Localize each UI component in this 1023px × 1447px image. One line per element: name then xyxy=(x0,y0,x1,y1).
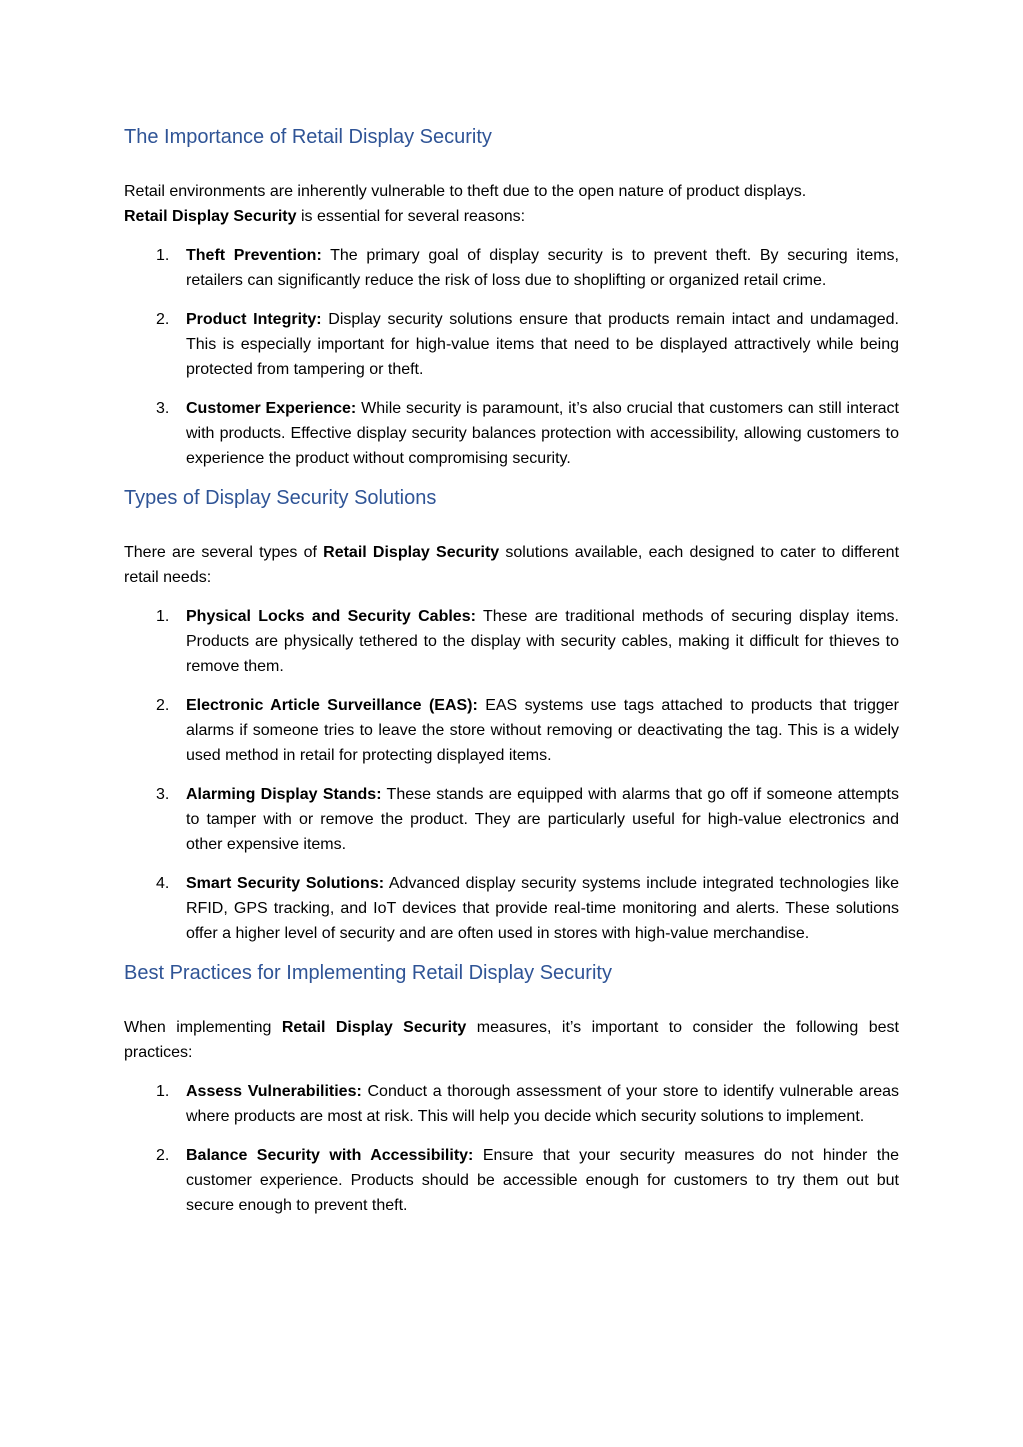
intro-text: solutions available, each designed to cater to different retail needs: xyxy=(124,544,900,586)
intro-bold-term: Retail Display Security xyxy=(124,208,297,225)
list-item-text: Ensure that your security measures do not hinder the customer experience. Products should be accessible enough for customers to try them out but secure enough to prevent theft. xyxy=(186,1147,900,1214)
list-item-text: Conduct a thorough assessment of your store to identify vulnerable areas where products are most at risk. This will help you decide which security solutions to implement. xyxy=(186,1083,900,1125)
numbered-list xyxy=(124,604,899,946)
section-intro xyxy=(124,540,899,590)
list-number: 2. xyxy=(156,697,170,714)
list-item-text: Advanced display security systems include integrated technologies like RFID, GPS tracking, and IoT devices that provide real-time monitoring and alerts. These solutions offer a higher level of security and are often used in stores with high-value merchandise. xyxy=(186,875,900,942)
list-number: 1. xyxy=(156,608,170,625)
list-item xyxy=(124,604,899,679)
list-item-text: The primary goal of display security is to prevent theft. By securing items, retailers can significantly reduce the risk of loss due to shoplifting or organized retail crime. xyxy=(186,247,899,289)
section-types xyxy=(124,485,899,946)
list-item xyxy=(124,307,899,382)
list-item-term: Product Integrity: xyxy=(186,311,322,328)
numbered-list xyxy=(124,243,899,471)
intro-text: When implementing xyxy=(124,1019,272,1036)
list-number: 3. xyxy=(156,400,170,417)
list-item-term: Balance Security with Accessibility: xyxy=(186,1147,474,1164)
intro-text: measures, it’s important to consider the following best practices: xyxy=(124,1019,900,1061)
list-item xyxy=(124,243,899,293)
document-page xyxy=(124,118,899,1232)
list-number: 1. xyxy=(156,247,170,264)
list-number: 1. xyxy=(156,1083,170,1100)
section-heading: Types of Display Security Solutions xyxy=(124,487,437,509)
numbered-list xyxy=(124,1079,899,1218)
list-item xyxy=(124,782,899,857)
list-item xyxy=(124,871,899,946)
section-intro xyxy=(124,1015,899,1065)
list-number: 2. xyxy=(156,1147,170,1164)
list-item-text: These are traditional methods of securing display items. Products are physically tethered to the display with security cables, making it difficult for thieves to remove them. xyxy=(186,608,900,675)
list-item-text: Display security solutions ensure that products remain intact and undamaged. This is especially important for high-value items that need to be displayed attractively while being protected from tampering or theft. xyxy=(186,311,900,378)
list-number: 3. xyxy=(156,786,170,803)
intro-text: Retail environments are inherently vulnerable to theft due to the open nature of product displays. xyxy=(124,183,807,200)
section-heading: Best Practices for Implementing Retail Display Security xyxy=(124,962,612,984)
list-item-term: Electronic Article Surveillance (EAS): xyxy=(186,697,478,714)
intro-text: is essential for several reasons: xyxy=(300,208,526,225)
list-item-term: Customer Experience: xyxy=(186,400,357,417)
list-item-term: Smart Security Solutions: xyxy=(186,875,385,892)
list-item-term: Physical Locks and Security Cables: xyxy=(186,608,476,625)
list-item xyxy=(124,693,899,768)
list-item xyxy=(124,1079,899,1129)
list-item xyxy=(124,396,899,471)
intro-bold-term: Retail Display Security xyxy=(323,544,500,561)
list-item-text: These stands are equipped with alarms that go off if someone attempts to tamper with or remove the product. They are particularly useful for high-value electronics and other expensive items. xyxy=(186,786,900,853)
list-item-text: While security is paramount, it’s also crucial that customers can still interact with products. Effective display security balances protection with accessibility, allowing customers to experience the product without compromising security. xyxy=(186,400,900,467)
section-best-practices xyxy=(124,960,899,1218)
list-item-term: Assess Vulnerabilities: xyxy=(186,1083,362,1100)
list-number: 4. xyxy=(156,875,170,892)
intro-bold-term: Retail Display Security xyxy=(281,1019,467,1036)
section-heading: The Importance of Retail Display Security xyxy=(124,126,492,148)
section-importance xyxy=(124,124,899,471)
list-item-text: EAS systems use tags attached to products that trigger alarms if someone tries to leave the store without removing or deactivating the tag. This is a widely used method in retail for protecting displayed items. xyxy=(186,697,899,764)
list-item-term: Theft Prevention: xyxy=(186,247,322,264)
intro-text: There are several types of xyxy=(124,544,317,561)
section-intro xyxy=(124,179,899,229)
list-number: 2. xyxy=(156,311,170,328)
list-item-term: Alarming Display Stands: xyxy=(186,786,382,803)
list-item xyxy=(124,1143,899,1218)
